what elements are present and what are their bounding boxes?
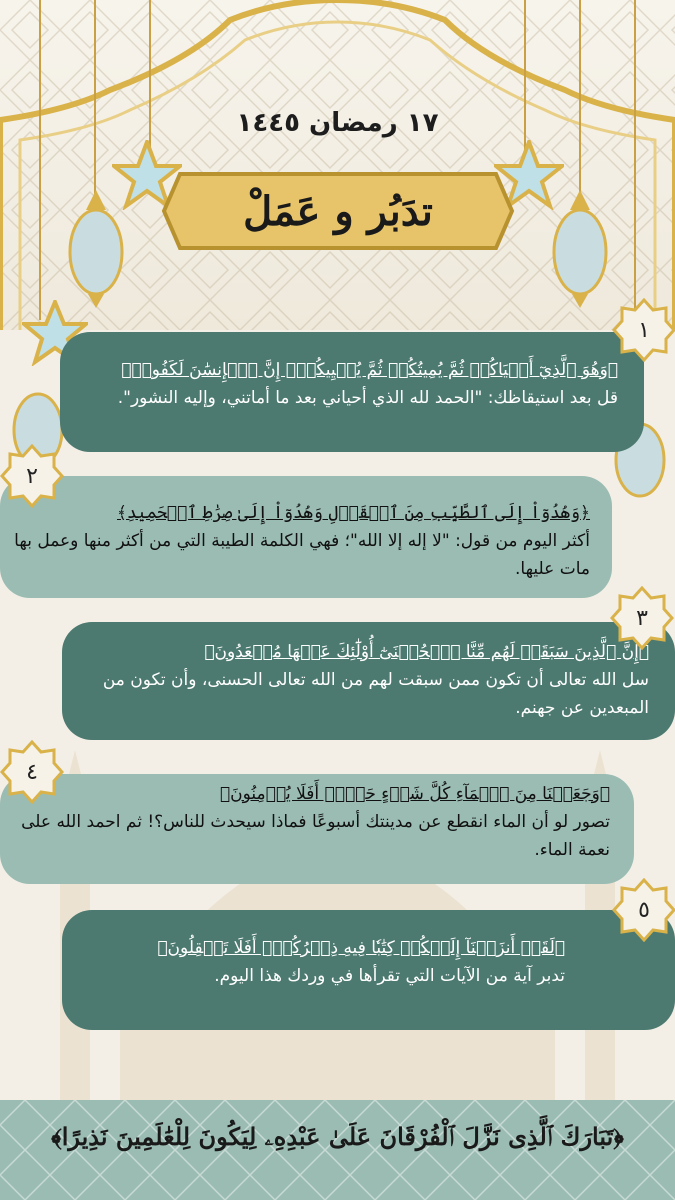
verse-text: ﴿وَهُدُوٓاْ إِلَى ٱلطَّيِّبِ مِنَ ٱلۡقَوۡلِ وَهُدُوٓاْ إِلَىٰ صِرَٰطِ ٱلۡحَمِيدِ﴾ [117,503,590,523]
verse-text: ﴿لَقَدۡ أَنزَلۡنَآ إِلَيۡكُمۡ كِتَٰبٗا فِيهِ ذِكۡرُكُمۡۚ أَفَلَا تَعۡقِلُونَ﴾ [157,938,565,958]
badge-number: ٣ [636,605,648,631]
badge-number: ٤ [26,759,38,785]
badge-number: ١ [638,317,650,343]
verse-text: ﴿وَجَعَلۡنَا مِنَ ٱلۡمَآءِ كُلَّ شَيۡءٍ حَيٍّۚ أَفَلَا يُؤۡمِنُونَ﴾ [219,784,610,804]
badge-number: ٥ [638,897,650,923]
date-label: ١٧ رمضان ١٤٤٥ [236,108,439,138]
verse-text: ﴿وَهُوَ ٱلَّذِيٓ أَحۡيَاكُمۡ ثُمَّ يُمِيتُكُمۡ ثُمَّ يُحۡيِيكُمۡۗ إِنَّ ٱلۡإِنسَٰنَ لَكَفُورٞ﴾ [121,360,618,380]
action-note: سل الله تعالى أن تكون ممن سبقت لهم من الله تعالى الحسنى، وأن تكون من المبعدين عن جهنم. [102,670,649,718]
action-note: أكثر اليوم من قول: "لا إله إلا الله"؛ فهي الكلمة الطيبة التي من أكثر منها وعمل بها مات عليها. [14,531,590,579]
mosque-silhouette [0,690,675,1100]
footer-verse: ﴿تَبَارَكَ ٱلَّذِى نَزَّلَ ٱلْفُرْقَانَ عَلَىٰ عَبْدِهِۦ لِيَكُونَ لِلْعَٰلَمِينَ نَذِيرًا﴾ [51,1122,624,1151]
reflection-card-4 [0,774,634,884]
action-note: تصور لو أن الماء انقطع عن مدينتك أسبوعًا فماذا سيحدث للناس؟! ثم احمد الله على نعمة الماء. [21,812,610,860]
page-title: تدَبُر و عَمَلْ [243,187,433,235]
action-note: تدبر آية من الآيات التي تقرأها في وردك هذا اليوم. [214,966,565,986]
badge-number: ٢ [26,463,38,489]
reflection-card-1 [60,332,644,452]
reflection-card-3 [62,622,675,740]
reflection-card-2 [0,476,612,598]
reflection-card-5 [62,910,675,1030]
verse-text: ﴿إِنَّ ٱلَّذِينَ سَبَقَتۡ لَهُم مِّنَّا ٱلۡحُسۡنَىٰٓ أُوْلَٰٓئِكَ عَنۡهَا مُبۡعَدُونَ﴾ [204,642,649,662]
action-note: قل بعد استيقاظك: "الحمد لله الذي أحياني بعد ما أماتني، وإليه النشور". [117,388,618,408]
